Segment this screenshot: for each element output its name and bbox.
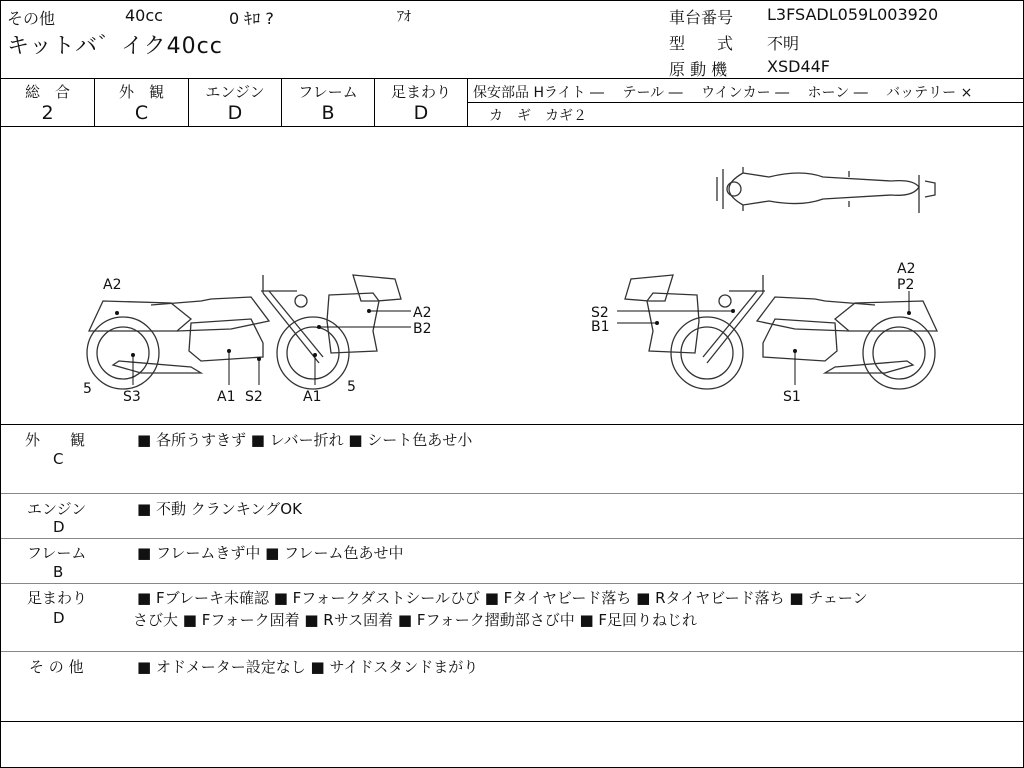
diagram-label: S3 xyxy=(123,389,141,405)
motorcycle-right-side-icon xyxy=(625,275,937,389)
diagram-label: 5 xyxy=(83,381,92,397)
diagram-label: A2 xyxy=(413,305,432,321)
vin-value: L3FSADL059L003920 xyxy=(767,5,939,24)
engine-label: 原 動 機 xyxy=(669,60,728,79)
diagram-label: S2 xyxy=(245,389,263,405)
grade-value-overall: 2 xyxy=(41,102,54,124)
model-name: キットバ゛イク40cc xyxy=(7,34,223,59)
diagram-label: S2 xyxy=(591,305,609,321)
diagram-label: P2 xyxy=(897,277,915,293)
detail-notes-cont: さび大 ■ Fフォーク固着 ■ Rサス固着 ■ Fフォーク摺動部さび中 ■ F足回りねじれ xyxy=(133,611,698,629)
detail-category: 足まわり xyxy=(27,589,88,607)
detail-grade: C xyxy=(53,450,64,468)
safety-parts: 保安部品 Hライト ― テール ― ウインカー ― ホーン ― バッテリー × xyxy=(473,85,973,101)
grade-label-exterior: 外 観 xyxy=(118,83,164,101)
diagram-label: A1 xyxy=(217,389,236,405)
diagram-label: S1 xyxy=(783,389,801,405)
detail-notes: ■ 不動 クランキングOK xyxy=(137,500,302,518)
motorcycle-top-view-icon xyxy=(717,167,935,213)
grade-value-suspension: D xyxy=(413,102,429,124)
diagram-label: B1 xyxy=(591,319,610,335)
detail-category: そ の 他 xyxy=(29,658,84,676)
diagram-label: A2 xyxy=(897,261,916,277)
grade-value-engine: D xyxy=(227,102,243,124)
grade-value-exterior: C xyxy=(134,102,149,124)
detail-notes: ■ フレームきず中 ■ フレーム色あせ中 xyxy=(137,544,404,562)
type-value: 不明 xyxy=(767,34,800,53)
detail-notes: ■ オドメーター設定なし ■ サイドスタンドまがり xyxy=(137,658,479,676)
detail-grade: D xyxy=(53,518,65,536)
type-label: 型 式 xyxy=(669,34,734,53)
diagram-label: 5 xyxy=(347,379,356,395)
detail-category: フレーム xyxy=(27,544,87,562)
mileage: 0 ｷﾛ ? xyxy=(229,9,274,28)
detail-notes: ■ Fブレーキ未確認 ■ Fフォークダストシールひび ■ Fタイヤビード落ち ■ Rタイヤビード落ち ■ チェーン xyxy=(137,589,868,607)
grade-label-overall: 総 合 xyxy=(24,83,70,101)
detail-grade: D xyxy=(53,609,65,627)
damage-diagram xyxy=(1,127,1023,424)
detail-grade: B xyxy=(53,563,64,581)
motorcycle-left-side-icon xyxy=(87,275,401,389)
grade-label-frame: フレーム xyxy=(298,83,358,101)
diagram-label: A1 xyxy=(303,389,322,405)
key-info: カ ギ カギ２ xyxy=(489,108,587,124)
color: ｱｵ xyxy=(397,9,411,25)
detail-notes: ■ 各所うすきず ■ レバー折れ ■ シート色あせ小 xyxy=(137,431,473,449)
category-label: その他 xyxy=(7,9,56,28)
diagram-label: B2 xyxy=(413,321,432,337)
divider xyxy=(1,78,1023,79)
detail-category: エンジン xyxy=(27,500,87,518)
detail-category: 外 観 xyxy=(25,431,86,449)
diagram-label: A2 xyxy=(103,277,122,293)
displacement: 40cc xyxy=(125,6,163,25)
vin-label: 車台番号 xyxy=(669,8,734,27)
grade-value-frame: B xyxy=(321,102,335,124)
engine-value: XSD44F xyxy=(767,57,830,76)
grade-label-suspension: 足まわり xyxy=(390,83,451,101)
grade-label-engine: エンジン xyxy=(205,83,265,101)
